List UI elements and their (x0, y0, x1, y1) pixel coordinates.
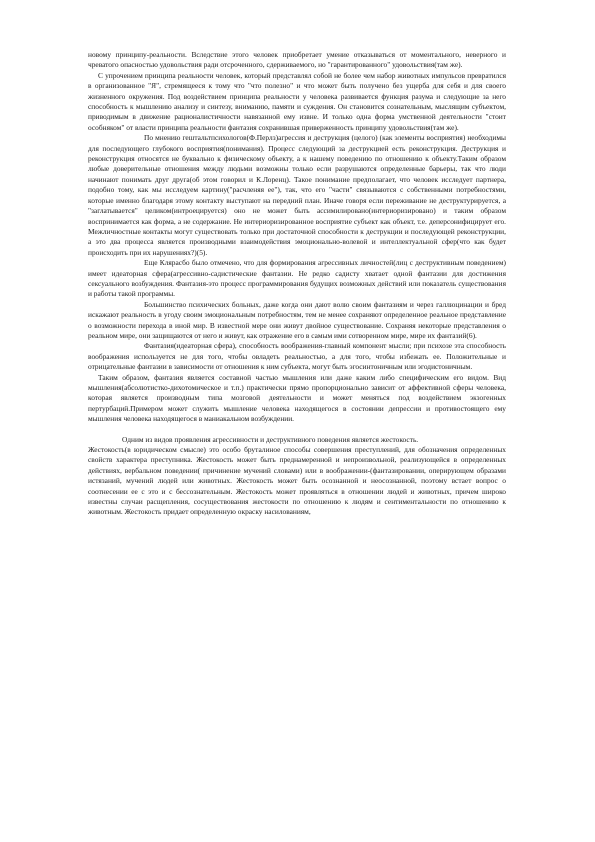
paragraph-2: С упрочением принципа реальности человек, который представлял собой не более чем набор животных импульсов превратился в организованное "Я", стремящееся к тому что "что полезно" и что может быть получено без ущерба для себя и для своего жизненного окружения. Под воздействием принципа реальности у человека развивается функция разума и следующие за него способность к мышлению анализу и синтезу, вниманию, памяти и суждения. Он становится сознательным, мыслящим субъектом, приводимым в движение рационалистичности навязанной ему извне. И только одна форма умственной деятельности "стоит особняком" от власти принципа реальности фантазия сохранившая приверженность принципу удовольствия(там же). (88, 70, 506, 132)
paragraph-1: новому принципу-реальности. Вследствие этого человек приобретает умение отказываться от моментального, неверного и чреватого опасностью удовольствия ради отсроченного, сдерживаемого, но "гарантированного" удовольствия(там же). (88, 50, 506, 70)
paragraph-4: Еще Клярасбо было отмечено, что для формирования агрессивных личностей(лиц с деструктивным поведением) имеет идеаторная сфера(агрессивно-садистические фантазии. Не редко садисту хватает одной фантазии для достижения сексуального возбуждения. Фантазия-это процесс программирования будущих возможных действий или показатель существования и работы такой программы. (88, 258, 506, 299)
paragraph-5: Большинство психических больных, даже когда они дают волю своим фантазиям и через галлюцинации и бред искажают реальность в угоду своим эмоциональным потребностям, тем не менее сохраняют определенное реальное представление о возможности перехода в иной мир. В известной мере они живут двойное существование. Сохраняя некоторые представления о реальном мире, они защищаются от него и живут, как отражение его в самым ими сотворенном мире, мире их фантазий(6). (88, 299, 506, 340)
paragraph-6: Фантазия(идеаторная сфера), способность воображения-главный компонент мысли; при психозе эта способность воображения используется не для того, чтобы овладеть реальностью, а для того, чтобы избежать ее. Положительные и отрицательные фантазии в зависимости от отношения к ним субъекта, могут быть эгосинтоничным или эгодистоничным. (88, 341, 506, 372)
paragraph-3: По мнению гештальтпсихологов(Ф.Перлз)агрессия и деструкция (целого) (как элементы восприятия) необходимы для последующего глубокого восприятия(понимания). Процесс следующий за деструкцией есть реконструкция. Деструкция и реконструкция относятся не буквально к физическому объекту, а к нашему поведению по отношению к объекту.Таким образом любые доверительные отношения между людьми возможны только если разрушаются определенные барьеры, так что люди начинают понимать друг друга(об этом говорил и К.Лоренц). Такое понимание предполагает, что человек исследует партнера, подобно тому, как мы исследуем картину("расчленяя ее"), так, что его "части" связываются с собственными потребностями, которые именно благодаря этому контакту выступают на передний план. Иначе говоря если переживание не деструктурируется, а "заглатывается" целиком(интроецируется) оно не может быть ассимилировано(интериоризировано) и таким образом воспринимается как форма, а не содержание. Не интериоризированное восприятие субъект как объект, т.е. деперсонифицирует его. Межличностные контакты могут существовать только при достаточной способности к деструкции и последующей реконструкции, а это два процесса является производными взаимодействия эмоционально-волевой и интеллектуальной сфер(что как будет происходить при их нарушениях?)(5). (88, 133, 506, 257)
paragraph-9: Жестокость(в юридическом смысле) это особо бруталиное способы совершения преступлений, для обозначения определенных свойств характера преступника. Жестокость может быть преднамеренной и непроизвольной, реализующейся в определенных действиях, вербальном поведении( причинение мучений словами) или в воображении-(фантазировании, оперирующем образами истязаний, мучений людей или животных. Жестокость может быть осознанной и неосознанной, поэтому встает вопрос о соотнесении ее с это и с бессознательным. Жестокость может проявляться в отношении людей и животных, причем широко известны случаи расщепления, сосуществования жестокости по отношению к людям и сентиментальности по отношению к животным. Жестокость придает определенную окраску насилованиям, (88, 445, 506, 517)
paragraph-8: Одним из видов проявления агрессивности и деструктивного поведения является жестокость. (122, 434, 419, 444)
paragraph-spacer (88, 425, 506, 435)
paragraph-7: Таким образом, фантазия является составной частью мышления или даже каким либо специфическим его видом. Вид мышления(абсолютистко-дихотомическое и т.п.) практически прямо пропорционально зависит от аффективной сферы человека, которая является производным типа мозговой деятельности и может меняться под воздействием экзогенных пертурбаций.Примером может служить мышление человека находящегося в состоянии депрессии и противостоящего ему мышления человека находящегося в маниакальном возбуждении. (88, 372, 506, 424)
document-page (88, 50, 506, 518)
